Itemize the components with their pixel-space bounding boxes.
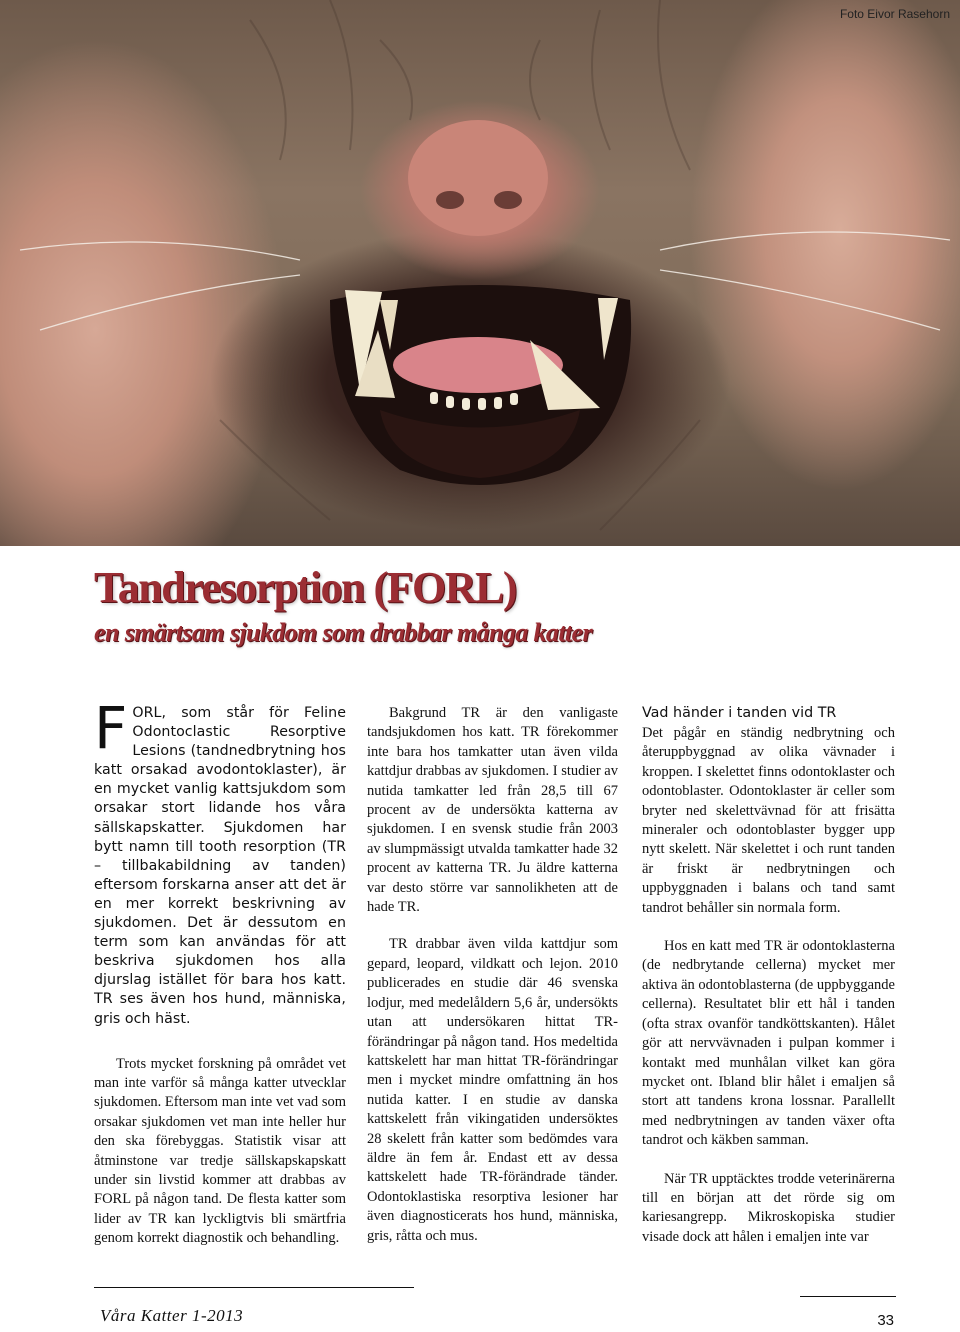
column-2 — [367, 704, 618, 1246]
cover-photo — [0, 0, 960, 546]
cat-mouth-illustration — [0, 0, 960, 546]
body-paragraph: När TR upptäcktes trodde veterinärerna till en början att det rörde sig om kariesangrepp. Mikroskopiska studier visade dock att hålen i emaljen inte var — [642, 1170, 895, 1245]
section-heading: Vad händer i tanden vid TR — [642, 705, 837, 721]
column-1 — [94, 694, 346, 1249]
body-paragraph: Bakgrund TR är den vanligaste tandsjukdomen hos katt. TR förekommer inte bara hos tamkatter utan även vilda kattdjur drabbas av sjukdomen. I studier av nutida tamkatter led från 28,5 till 67 procent av de undersökta katterna av sjukdomen. I en svensk studie från 2003 av slumpmässigt utvalda tamkatter hade 32 procent av katterna TR. Ju äldre katterna var desto större var sannolikheten att de hade TR. — [367, 705, 618, 916]
body-paragraph: Trots mycket forskning på området vet man inte varför så många katter utvecklar sjukdomen. Eftersom man inte vet vad som orsakar sjukdomen vet man inte heller hur den ska förebyggas. Statistik visar att åtminstone var tredje sällskapskapskatt under sin livstid kommer att drabbas av FORL på någon tand. De flesta katter som lider av TR kan lyckligtvis bli smärtfria genom korrekt diagnostik och behandling. — [94, 1055, 346, 1247]
article-title: Tandresorption (FORL) — [94, 563, 517, 612]
article-subtitle: en smärtsam sjukdom som drabbar många katter — [94, 618, 593, 647]
page-number: 33 — [877, 1312, 894, 1329]
lead-paragraph — [94, 694, 346, 1029]
body-paragraph: Det pågår en ständig nedbrytning och återuppbyggnad av olika vävnader i kroppen. I skelettet finns odontoklaster och odontoblaster. Odontoklaster är celler som bryter ned skelettvävnad för att frisätta mineraler och odontoblaster bygger upp nytt skelett. När skelettet i och runt tanden är friskt är nedbrytningen och uppbyggnaden i balans och tand samt tandrot behåller sin normala form. — [642, 725, 895, 916]
page-number-rule — [800, 1296, 896, 1297]
footer-rule — [94, 1287, 414, 1288]
column-3 — [642, 704, 895, 1247]
magazine-name: Våra Katter 1-2013 — [100, 1306, 244, 1325]
body-paragraph: Hos en katt med TR är odontoklasterna (de nedbrytande cellerna) mycket mer aktiva än odontoblasterna (de uppbyggande cellerna). Resultatet blir ett hål i tanden (ofta strax ovanför tandköttskanten). Hålet gör att nervvävnaden i pulpan kommer i kontakt med munhålan vilket kan göra mycket ont. Ibland blir hålet i emaljen så stort att tandens krona lossnar. Parallellt med nedbrytningen av tanden växer ofta tandrot och käkben samman. — [642, 938, 895, 1149]
drop-cap: F — [94, 694, 128, 762]
body-paragraph: TR drabbar även vilda kattdjur som gepard, leopard, vildkatt och lejon. 2010 publicerades en studie där 46 svenska lodjur, med medelåldern 5,6 år, undersökts utan att undersökaren hittat TR-förändringar på någon tand. Hos medeltida kattskelett har man hittat TR-förändringar men i mycket mindre omfattning än hos nutida katter. I en studie av danska kattskelett från vikingatiden undersöktes 28 skelett från katter som bedömdes vara äldre än fem år. Endast ett av dessa kattskelett hade TR-förändrade tänder. Odontoklastiska resorptiva lesioner har även diagnosticerats hos hund, människa, gris, råtta och mus. — [367, 936, 618, 1244]
photo-credit: Foto Eivor Rasehorn — [839, 7, 950, 21]
lead-text: ORL, som står för Feline Odontoclastic Resorptive Lesions (tandnedbrytning hos katt orsakad avodontoklaster), är en mycket vanlig kattsjukdom som orsakar stort lidande hos våra sällskapskatter. Sjukdomen har bytt namn till tooth resorption (TR – tillbakabildning av tanden) eftersom forskarna anser att det är en mer korrekt beskrivning av sjukdomen. Det är dessutom en term som kan användas för att beskriva sjukdomen hos alla djurslag istället för bara hos katt. TR ses även hos hund, människa, gris och häst. — [94, 705, 346, 1027]
